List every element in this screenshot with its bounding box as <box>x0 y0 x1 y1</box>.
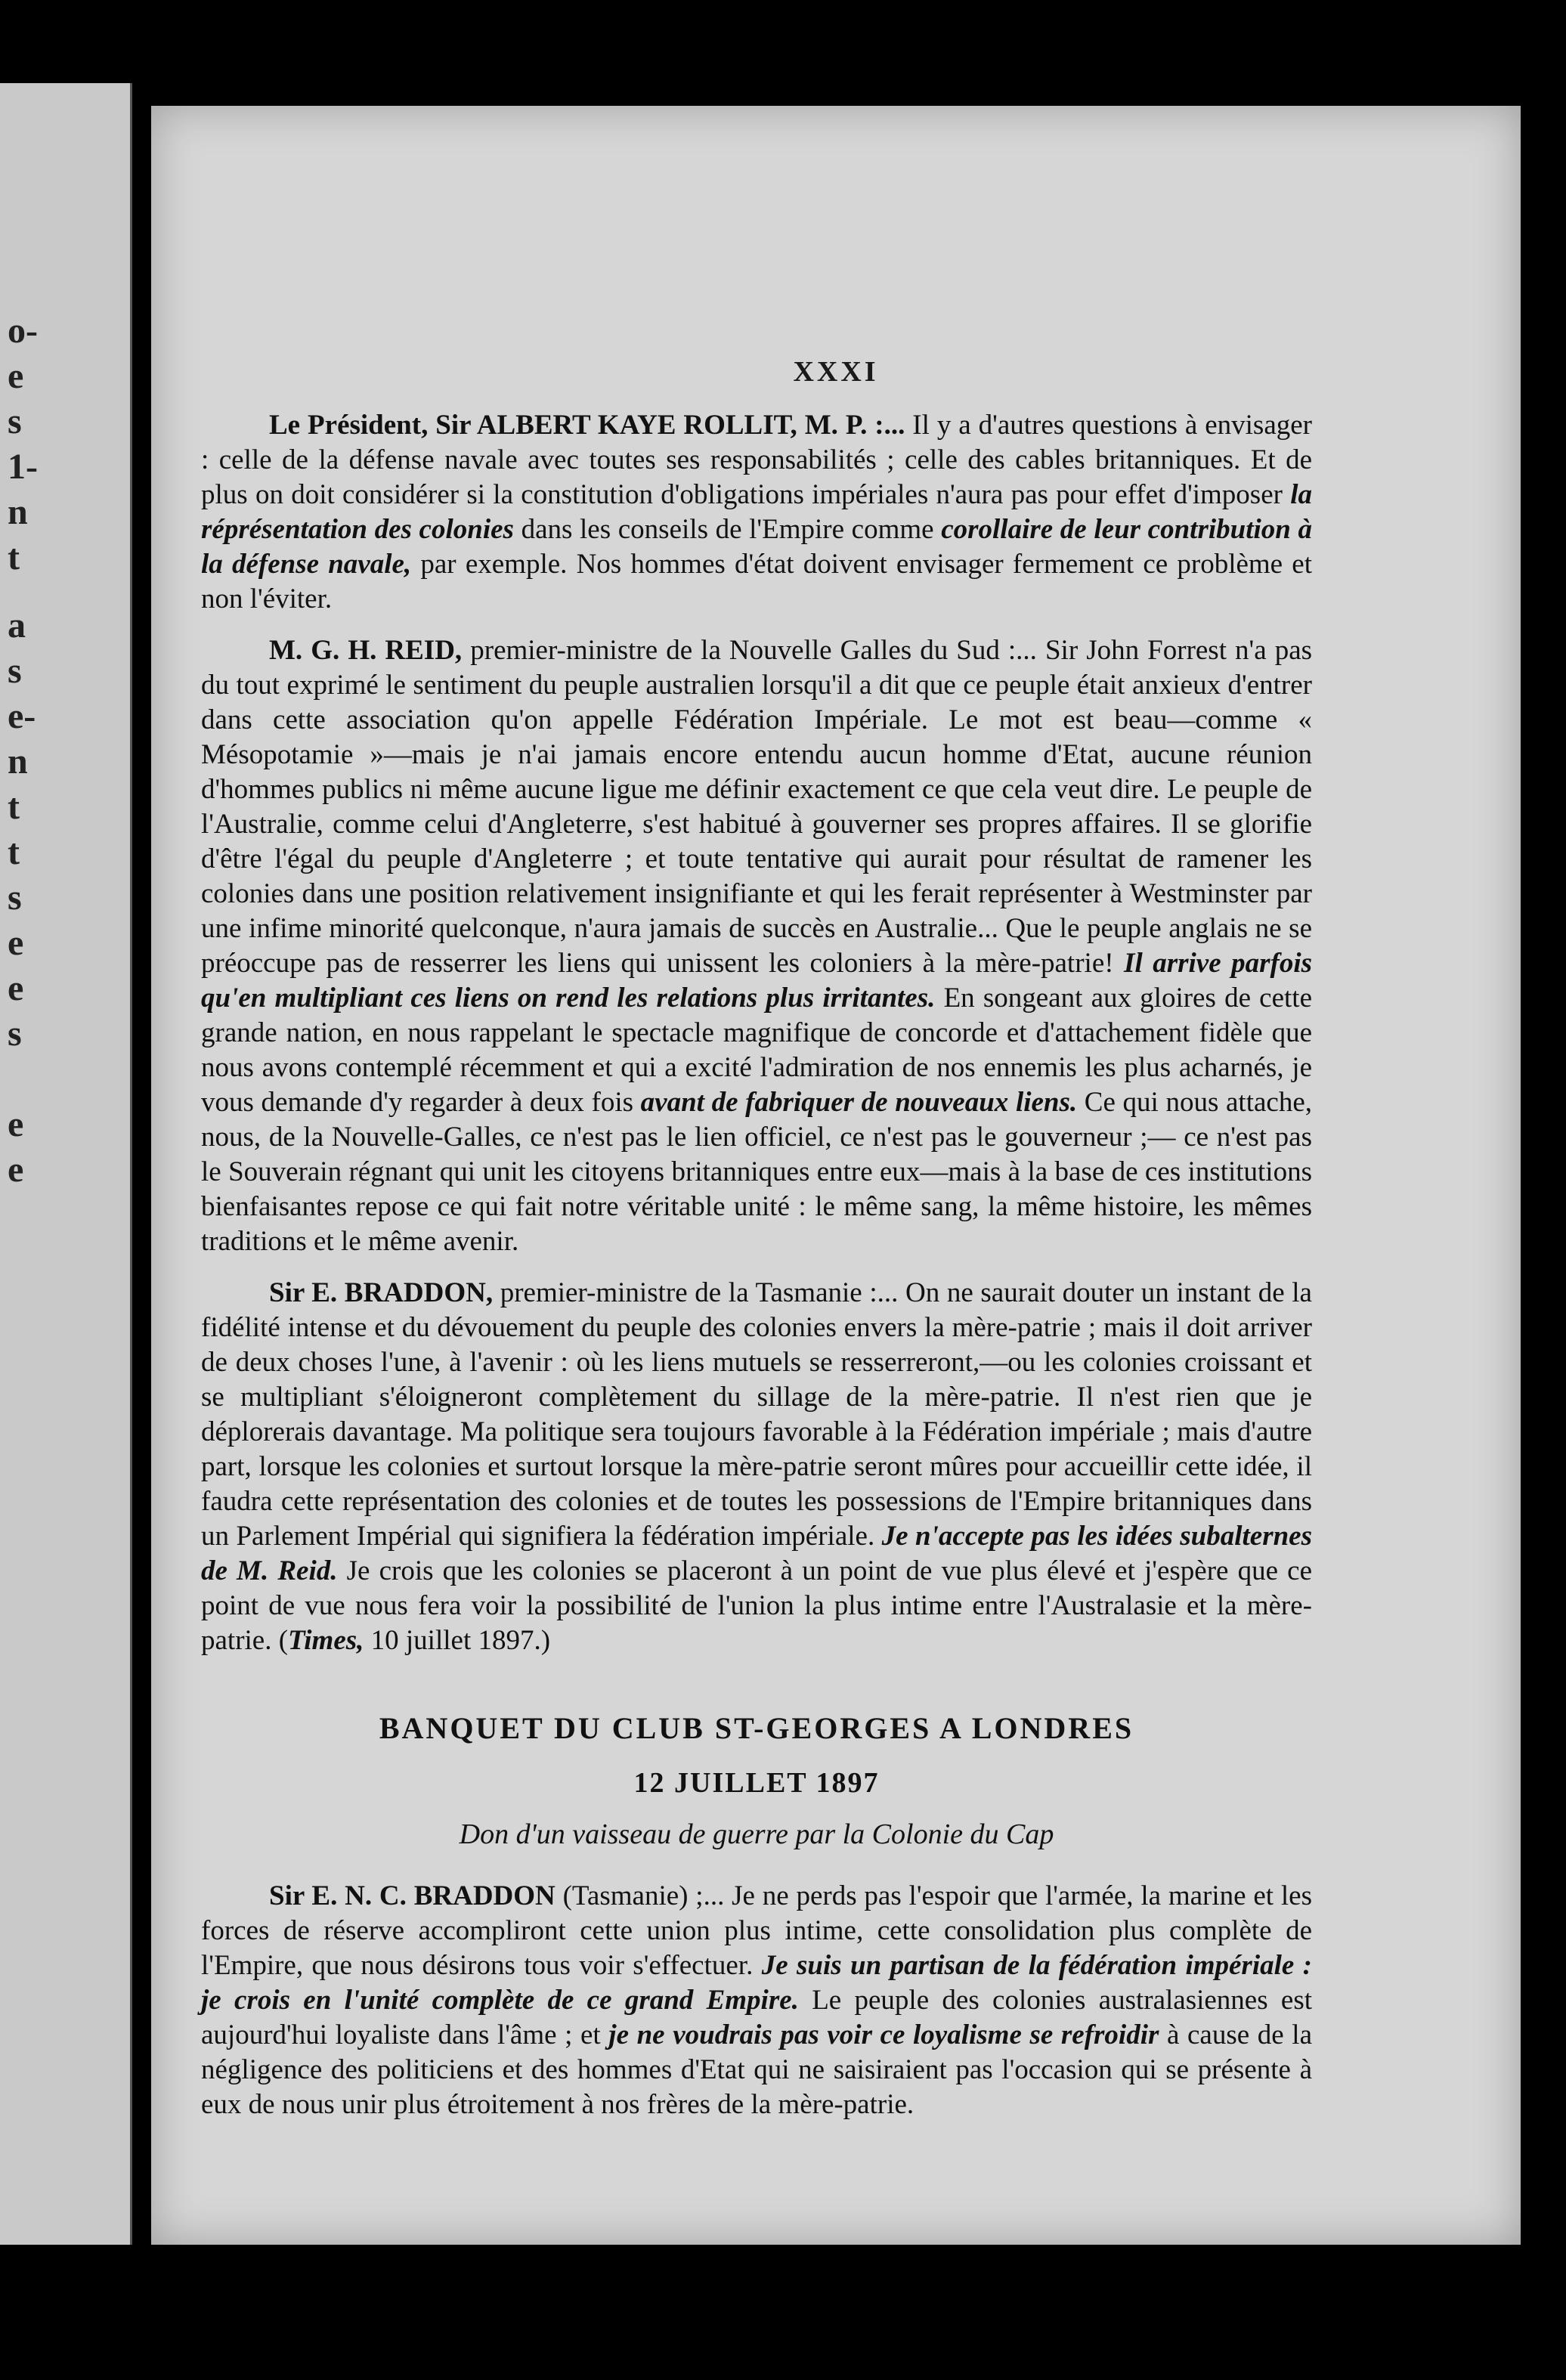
prev-page-fragment: e <box>8 923 24 963</box>
paragraph-body <box>201 635 1312 1257</box>
text-run: premier-ministre de la Nouvelle Galles du Sud :... Sir John Forrest n'a pas du tout exprimé le sentiment du peuple australien lorsqu'il a dit que ce peuple était anxieux d'entrer dans cette association qu'on appelle Fédération Impériale. Le mot est beau—comme « Mésopotamie »—mais je n'ai jamais encore entendu aucun homme d'Etat, aucune réunion d'hommes publics ni même aucune ligue me définir exactement ce que cela veut dire. Le peuple de l'Australie, comme celui d'Angleterre, s'est habitué à gouverner ses propres affaires. Il se glorifie d'être l'égal du peuple d'Angleterre ; et toute tentative qui aurait pour résultat de ramener les colonies dans une position relativement insignifiante et qui les ferait représenter à Westminster par une infime minorité quelconque, n'aura jamais de succès en Australie... Que le peuple anglais ne se préoccupe pas de resserrer les liens qui unissent les coloniers à la mère-patrie! <box>201 635 1313 979</box>
prev-page-fragment: s <box>8 1014 22 1054</box>
book-page <box>151 106 1521 2245</box>
text-run: à cause de la négligence des politiciens et des hommes d'Etat qui ne saisiraient pas l'occasion qui se présente à eux de nous unir plus étroitement à nos frères de la mère-patrie. <box>201 2019 1312 2120</box>
speaker-name: M. G. H. REID, <box>269 635 463 666</box>
paragraph-rollit <box>201 408 1312 617</box>
text-run: Ce qui nous attache, nous, de la Nouvelle-Galles, ce n'est pas le lien officiel, ce n'est pas le gouverneur ;— ce n'est pas le Souverain régnant qui unit les citoyens britanniques entre eux—mais à la base de ces institutions bienfaisantes repose ce qui fait notre véritable unité : le même sang, la même histoire, les mêmes traditions et le même avenir. <box>201 1087 1312 1257</box>
prev-page-fragment: n <box>8 492 28 532</box>
section-date: 12 JUILLET 1897 <box>633 1767 880 1799</box>
prev-page-fragment: e <box>8 1104 24 1144</box>
prev-page-fragment: s <box>8 401 22 441</box>
italic-text: Je n'accepte pas les idées subalternes de M. Reid. <box>201 1521 1313 1586</box>
italic-text: Je suis un partisan de la fédération impériale : je crois en l'unité complète de ce grand Empire. <box>201 1950 1313 2016</box>
text-run: 10 juillet 1897.) <box>364 1625 551 1656</box>
paragraph-braddon-banquet <box>201 1879 1312 2122</box>
italic-text: Il arrive parfois qu'en multipliant ces liens on rend les relations plus irritantes. <box>201 948 1313 1014</box>
page-content <box>201 408 1312 2139</box>
prev-page-fragment: o- <box>8 311 38 351</box>
speaker-name: Sir E. N. C. BRADDON <box>269 1880 556 1911</box>
italic-text: la réprésentation des colonies <box>201 479 1312 545</box>
paragraph-body <box>201 1880 1312 2120</box>
text-run: (Tasmanie) ;... Je ne perds pas l'espoir que l'armée, la marine et les forces de réserve accompliront cette union plus intime, cette consolidation plus complète de l'Empire, que nous désirons tous voir s'effectuer. <box>201 1880 1312 1981</box>
text-run: premier-ministre de la Tasmanie :... On ne saurait douter un instant de la fidélité intense et du dévouement du peuple des colonies envers la mère-patrie ; mais il doit arriver de deux choses l'une, à l'avenir : où les liens mutuels se resserreront,—ou les colonies croissant et se multipliant s'éloigneront complètement du sillage de la mère-patrie. Il n'est rien que je déplorerais davantage. Ma politique sera toujours favorable à la Fédération impériale ; mais d'autre part, lorsque les colonies et surtout lorsque la mère-patrie seront mûres pour accueillir cette idée, il faudra cette représentation des colonies et de toutes les possessions de l'Empire britanniques dans un Parlement Impérial qui signifiera la fédération impériale. <box>201 1277 1312 1552</box>
prev-page-fragment: t <box>8 787 20 827</box>
prev-page-fragment: e <box>8 1150 24 1190</box>
italic-text: avant de fabriquer de nouveaux liens. <box>640 1087 1078 1118</box>
italic-text: je ne voudrais pas voir ce loyalisme se refroidir <box>608 2019 1159 2050</box>
previous-page-edge <box>0 83 132 2245</box>
section-subtitle: Don d'un vaisseau de guerre par la Colonie du Cap <box>459 1818 1054 1850</box>
prev-page-fragment: e- <box>8 696 36 736</box>
speaker-name: Le Président, Sir ALBERT KAYE ROLLIT, M. P. :... <box>269 410 905 441</box>
text-run: Je crois que les colonies se placeront à un point de vue plus élevé et j'espère que ce point de vue nous fera voir la possibilité de l'union la plus intime entre l'Australasie et la mère-patrie. ( <box>201 1555 1312 1656</box>
prev-page-fragment: n <box>8 741 28 781</box>
text-run: Le peuple des colonies australasiennes est aujourd'hui loyaliste dans l'âme ; et <box>201 1985 1313 2050</box>
prev-page-fragment: s <box>8 877 22 918</box>
prev-page-fragment: 1- <box>8 447 38 487</box>
page-number: XXXI <box>793 356 879 388</box>
speaker-name: Sir E. BRADDON, <box>269 1277 494 1308</box>
text-run: En songeant aux gloires de cette grande nation, en nous rappelant le spectacle magnifique de concorde et d'attachement fidèle que nous avons contemplé récemment et qui a excité l'admiration de nos ennemis les plus acharnés, je vous demande d'y regarder à deux fois <box>201 983 1313 1118</box>
section-heading: BANQUET DU CLUB ST-GEORGES A LONDRES <box>379 1711 1134 1745</box>
text-run: dans les conseils de l'Empire comme <box>513 514 942 545</box>
text-run: Il y a d'autres questions à envisager : celle de la défense navale avec toutes ses responsabilités ; celle des cables britanniques. Et de plus on doit considérer si la constitution d'obligations impériales n'aura pas pour effet d'imposer <box>201 410 1312 510</box>
paragraph-body <box>201 1277 1312 1656</box>
italic-text: corollaire de leur contribution à la défense navale, <box>201 514 1312 580</box>
prev-page-fragment: t <box>8 537 20 577</box>
prev-page-fragment: t <box>8 832 20 872</box>
prev-page-fragment: s <box>8 651 22 691</box>
prev-page-fragment: e <box>8 968 24 1008</box>
prev-page-fragment: e <box>8 356 24 396</box>
paragraph-braddon <box>201 1276 1312 1658</box>
paragraph-reid <box>201 633 1312 1259</box>
italic-text: Times, <box>288 1625 364 1656</box>
text-run: par exemple. Nos hommes d'état doivent envisager fermement ce problème et non l'éviter. <box>201 549 1312 614</box>
prev-page-fragment: a <box>8 605 26 645</box>
